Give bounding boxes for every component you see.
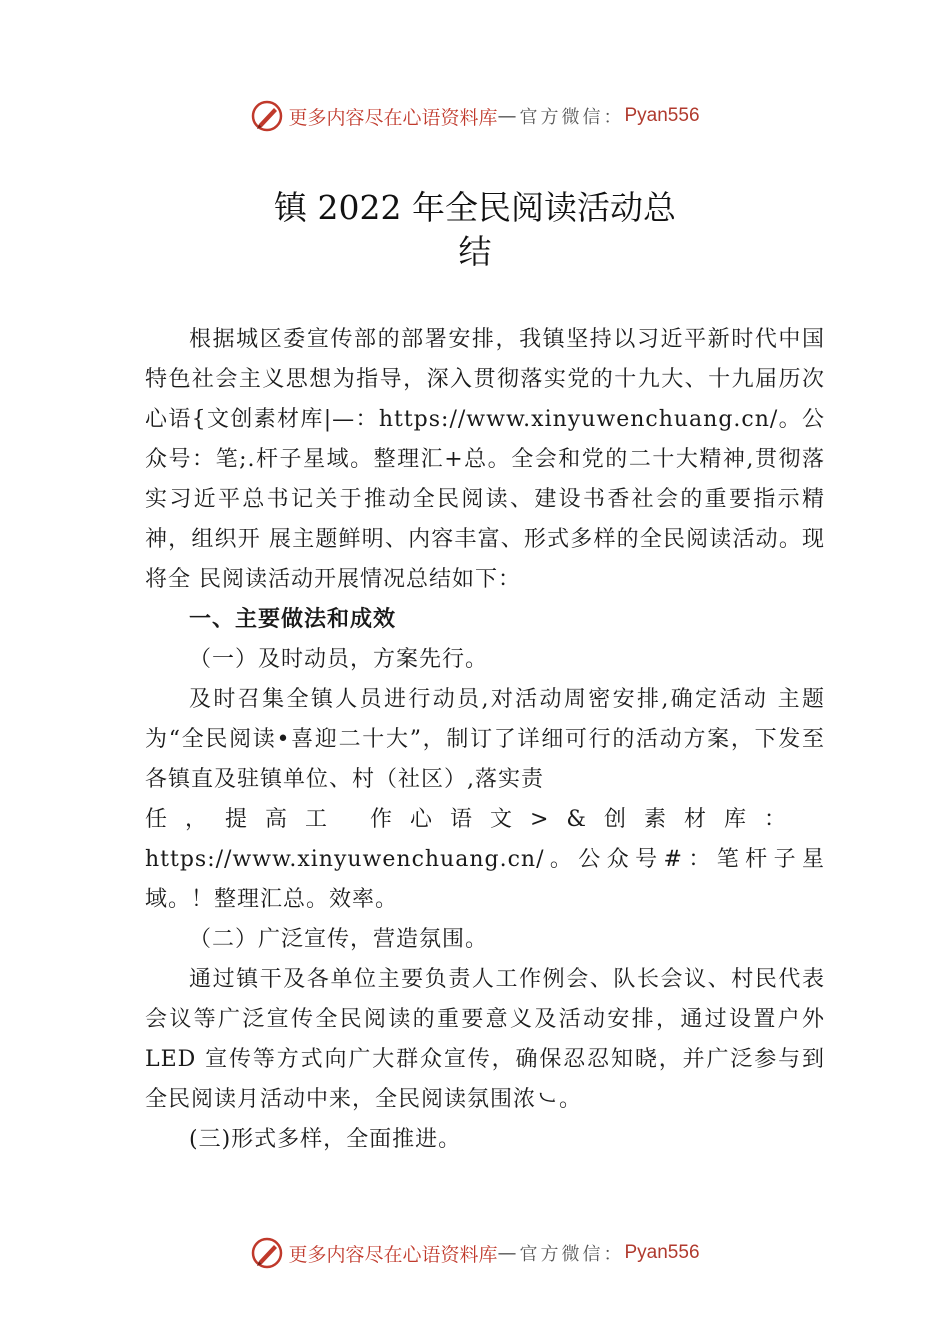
banner-wechat-label: 官方微信： <box>519 1244 625 1265</box>
banner-main-text: 更多内容尽在心语资料库 <box>288 1243 498 1266</box>
title-line-2: 结 <box>458 232 492 271</box>
subsection-heading-3: (三)形式多样，全面推进。 <box>189 1127 462 1152</box>
paragraph-mobilize: 及时召集全镇人员进行动员,对活动周密安排,确定活动 主题为“全民阅读•喜迎二十大”，制订了详细可行的活动方案，下发至各镇直及驻镇单位、村（社区）,落实责 <box>145 687 825 792</box>
paragraph-publicity: 通过镇干及各单位主要负责人工作例会、队长会议、村民代表会议等广泛宣传全民阅读的重要意义及活动安排，通过设置户外 LED 宣传等方式向广大群众宣传，确保忍忍知晓，并广泛参与到全民阅读月活动中来，全民阅读氛围浓㇃。 <box>145 967 825 1112</box>
banner-wechat-id: Pyan556 <box>624 1242 700 1263</box>
banner-wechat-id: Pyan556 <box>624 105 700 126</box>
banner-main-text: 更多内容尽在心语资料库 <box>288 106 498 129</box>
subsection-heading-1: （一）及时动员，方案先行。 <box>189 647 489 672</box>
banner-separator: — <box>497 105 520 127</box>
paragraph-mobilize-stretched-line: 任，提高工 作心语文>&创素材库： <box>145 807 805 832</box>
footer-banner <box>0 1233 950 1273</box>
document-body <box>145 320 825 1160</box>
title-line-1: 镇 2022 年全民阅读活动总 <box>274 188 676 227</box>
subsection-heading-2: （二）广泛宣传，营造氛围。 <box>189 927 489 952</box>
pen-logo-icon <box>250 99 284 133</box>
header-banner <box>0 96 950 136</box>
section-heading-1: 一、主要做法和成效 <box>189 607 397 632</box>
banner-separator: — <box>497 1242 520 1264</box>
document-title <box>0 186 950 274</box>
paragraph-intro: 根据城区委宣传部的部署安排，我镇坚持以习近平新时代中国特色社会主义思想为指导，深入贯彻落实党的十九大、十九届历次心语{文创素材库|—：https://www.xinyuwenchuang.cn/。公众号：笔;.杆子星域。整理汇+总。全会和党的二十大精神,贯彻落实习近平总书记关于推动全民阅读、建设书香社会的重要指示精神，组织开 展主题鲜明、内容丰富、形式多样的全民阅读活动。现将全 民阅读活动开展情况总结如下： <box>145 327 825 592</box>
paragraph-mobilize-tail: https://www.xinyuwenchuang.cn/。公众号#：笔杆子星域。！整理汇总。效率。 <box>145 847 825 912</box>
pen-logo-icon <box>250 1236 284 1270</box>
banner-wechat-label: 官方微信： <box>519 107 625 128</box>
